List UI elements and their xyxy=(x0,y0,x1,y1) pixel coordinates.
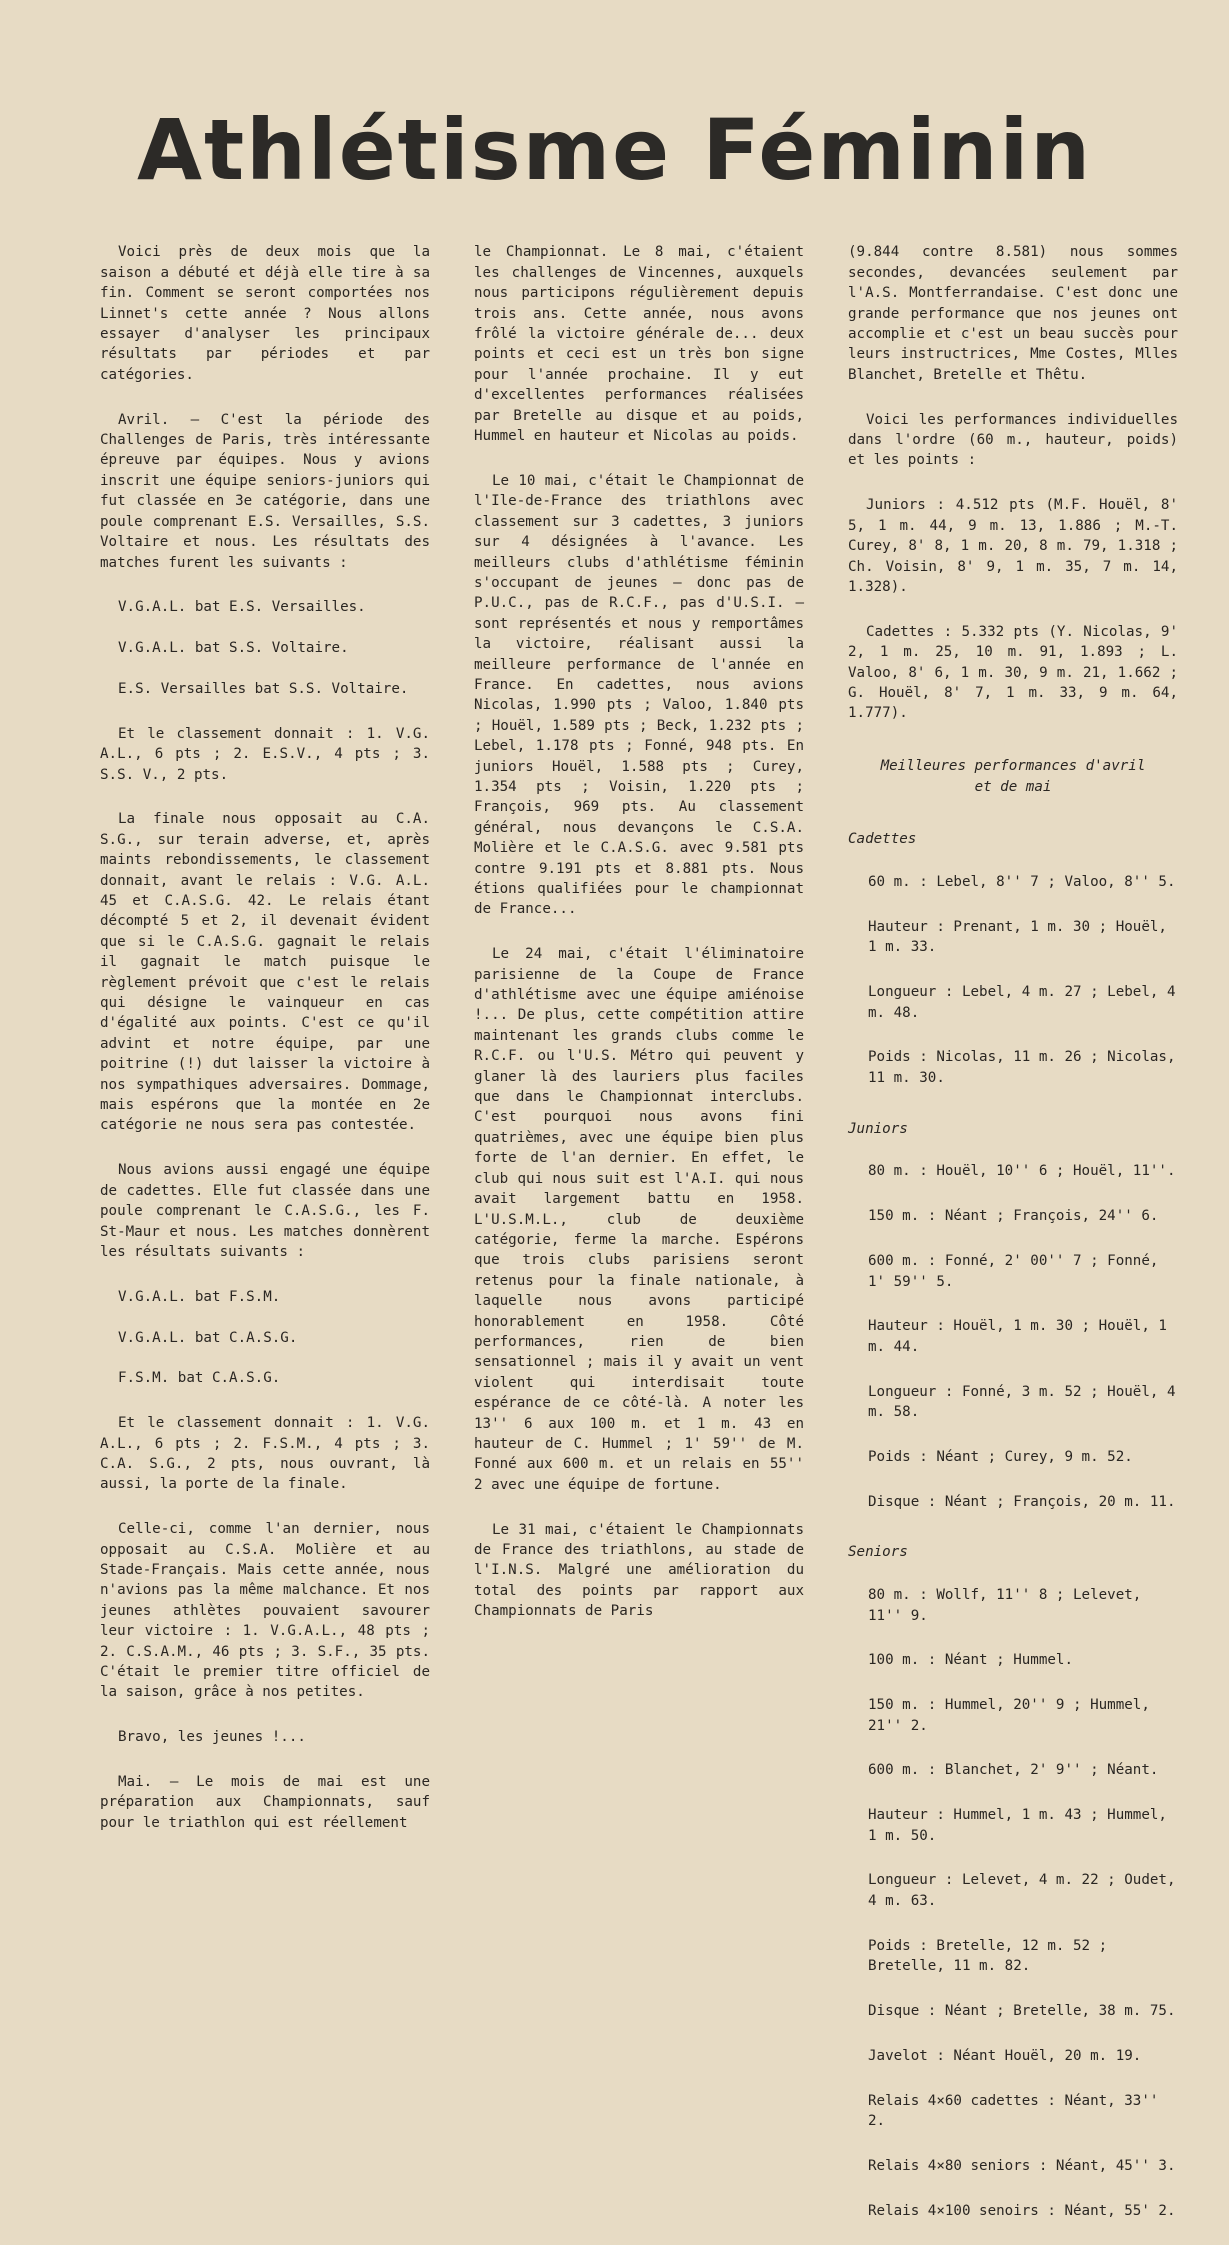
paragraph: Voici près de deux mois que la saison a débuté et déjà elle tire à sa fin. Comment se seront comportées nos Linnet's cette année ? Nous allons essayer d'analyser les principaux résultats par périodes et par catégories. xyxy=(100,244,430,383)
performance-line: Longueur : Lelevet, 4 m. 22 ; Oudet, 4 m. 63. xyxy=(868,1872,1176,1909)
performance-line: Hauteur : Houël, 1 m. 30 ; Houël, 1 m. 44. xyxy=(868,1318,1167,1355)
column-2 xyxy=(474,222,804,1646)
column-3 xyxy=(848,222,1178,2245)
paragraph: Et le classement donnait : 1. V.G. A.L., 6 pts ; 2. F.S.M., 4 pts ; 3. C.A. S.G., 2 pts, nous ouvrant, là aussi, la porte de la finale. xyxy=(100,1415,430,1493)
performance-line: 600 m. : Fonné, 2' 00'' 7 ; Fonné, 1' 59'' 5. xyxy=(868,1253,1159,1290)
paragraph: Nous avions aussi engagé une équipe de cadettes. Elle fut classée dans une poule comprenant le C.A.S.G., les F. St-Maur et nous. Les matches donnèrent les résultats suivants : xyxy=(100,1162,430,1260)
performance-line: Hauteur : Prenant, 1 m. 30 ; Houël, 1 m. 33. xyxy=(868,919,1167,956)
performance-line: Relais 4×100 senoirs : Néant, 55' 2. xyxy=(868,2202,1176,2219)
performance-line: 600 m. : Blanchet, 2' 9'' ; Néant. xyxy=(868,1762,1159,1779)
performance-line: Disque : Néant ; François, 20 m. 11. xyxy=(868,1493,1176,1510)
performance-line: Javelot : Néant Houël, 20 m. 19. xyxy=(868,2047,1142,2064)
paragraph: le Championnat. Le 8 mai, c'étaient les challenges de Vincennes, auxquels nous participons régulièrement depuis trois ans. Cette année, nous avons frôlé la victoire générale de... deux points et ceci est un très bon signe pour l'année prochaine. Il y eut d'excellentes performances réalisées par Bretelle au disque et au poids, Hummel en hauteur et Nicolas au poids. xyxy=(474,244,804,445)
performance-line: Longueur : Fonné, 3 m. 52 ; Houël, 4 m. 58. xyxy=(868,1383,1176,1420)
paragraph: Le 31 mai, c'étaient le Championnats de France des triathlons, au stade de l'I.N.S. Malgré une amélioration du total des points par rapport aux Championnats de Paris xyxy=(474,1521,804,1620)
category-label: Cadettes xyxy=(848,831,917,848)
performance-line: Poids : Nicolas, 11 m. 26 ; Nicolas, 11 m. 30. xyxy=(868,1049,1176,1086)
performance-line: Poids : Bretelle, 12 m. 52 ; Bretelle, 11 m. 82. xyxy=(868,1937,1108,1975)
paragraph: Mai. — Le mois de mai est une préparation aux Championnats, sauf pour le triathlon qui est réellement xyxy=(100,1774,430,1831)
performance-line: Disque : Néant ; Bretelle, 38 m. 75. xyxy=(868,2002,1176,2019)
heading-line: Meilleures performances d'avril xyxy=(880,758,1146,775)
performance-line: 100 m. : Néant ; Hummel. xyxy=(868,1652,1073,1669)
performance-line: Longueur : Lebel, 4 m. 27 ; Lebel, 4 m. 48. xyxy=(868,984,1176,1021)
paragraph: Le 24 mai, c'était l'éliminatoire parisienne de la Coupe de France d'athlétisme avec une équipe amiénoise !... De plus, cette compétition attire maintenant les grands clubs comme le R.C.F. ou l'U.S. Métro qui peuvent y glaner là des lauriers plus faciles que dans le Championnat interclubs. C'est pourquoi nous avons fini quatrièmes, avec une équipe bien plus forte de l'an dernier. En effet, le club qui nous suit est l'A.I. qui nous avait largement battu en 1958. L'U.S.M.L., club de deuxième catégorie, ferme la marche. Espérons que trois clubs parisiens seront retenus pour la finale nationale, à laquelle nous avons participé honorablement en 1958. Côté performances, rien de bien sensationnel ; mais il y avait un vent violent qui interdisait toute espérance de ce côté-là. A noter les 13'' 6 aux 100 m. et 1 m. 43 en hauteur de C. Hummel ; 1' 59'' de M. Fonné aux 600 m. et un relais en 55'' 2 avec une équipe de fortune. xyxy=(474,946,804,1493)
heading-line: et de mai xyxy=(974,778,1052,795)
performance-line: 80 m. : Wollf, 11'' 8 ; Lelevet, 11'' 9. xyxy=(868,1587,1142,1624)
paragraph: (9.844 contre 8.581) nous sommes secondes, devancées seulement par l'A.S. Montferrandaise. C'est donc une grande performance que nos jeunes ont accomplie et c'est un beau succès pour leurs instructrices, Mme Costes, Mlles Blanchet, Bretelle et Thêtu. xyxy=(848,244,1178,383)
performance-line: 150 m. : Hummel, 20'' 9 ; Hummel, 21'' 2. xyxy=(868,1697,1150,1734)
section-heading xyxy=(848,756,1178,797)
paragraph: Et le classement donnait : 1. V.G. A.L., 6 pts ; 2. E.S.V., 4 pts ; 3. S.S. V., 2 pts. xyxy=(100,725,430,783)
performance-line: Relais 4×80 seniors : Néant, 45'' 3. xyxy=(868,2157,1176,2174)
paragraph: Celle-ci, comme l'an dernier, nous opposait au C.S.A. Molière et au Stade-Français. Mais cette année, nous n'avions pas la même malchance. Et nos jeunes athlètes pouvaient savourer leur victoire : 1. V.G.A.L., 48 pts ; 2. C.S.A.M., 46 pts ; 3. S.F., 35 pts. C'était le premier titre officiel de la saison, grâce à nos petites. xyxy=(100,1521,430,1701)
performance-line: 150 m. : Néant ; François, 24'' 6. xyxy=(868,1208,1159,1225)
paragraph: Bravo, les jeunes !... xyxy=(118,1729,306,1746)
result-line: E.S. Versailles bat S.S. Voltaire. xyxy=(118,680,409,697)
paragraph: Avril. — C'est la période des Challenges de Paris, très intéressante épreuve par équipes. Nous y avions inscrit une équipe seniors-juniors qui fut classée en 3e catégorie, dans une poule comprenant E.S. Versailles, S.S. Voltaire et nous. Les résultats des matches furent les suivants : xyxy=(100,411,430,571)
result-line: V.G.A.L. bat E.S. Versailles. xyxy=(118,599,366,616)
category-label: Seniors xyxy=(848,1544,908,1561)
result-line: V.G.A.L. bat C.A.S.G. xyxy=(118,1329,298,1346)
paragraph: Le 10 mai, c'était le Championnat de l'Ile-de-France des triathlons avec classement sur 3 cadettes, 3 juniors sur 4 désignées à l'avance. Les meilleurs clubs d'athlétisme féminin s'occupant de jeunes — donc pas de P.U.C., pas de R.C.F., pas d'U.S.I. — sont représentés et nous y remportâmes la victoire, réalisant aussi la meilleure performance de l'année en France. En cadettes, nous avions Nicolas, 1.990 pts ; Valoo, 1.840 pts ; Houël, 1.589 pts ; Beck, 1.232 pts ; Lebel, 1.178 pts ; Fonné, 948 pts. En juniors Houël, 1.588 pts ; Curey, 1.354 pts ; Voisin, 1.220 pts ; François, 969 pts. Au classement général, nous devançons le C.S.A. Molière et le C.A.S.G. avec 9.581 pts contre 9.191 pts et 8.881 pts. Nous étions qualifiées pour le championnat de France... xyxy=(474,472,804,918)
paragraph: La finale nous opposait au C.A. S.G., sur terain adverse, et, après maints rebondissements, le classement donnait, avant le relais : V.G. A.L. 45 et C.A.S.G. 42. Le relais étant décompté 5 et 2, il devenait évident que si le C.A.S.G. gagnait le relais il gagnait le match puisque le règlement prévoit que c'est le relais qui désigne le vainqueur en cas d'égalité aux points. C'est ce qu'il advint et notre équipe, par une poitrine (!) dut laisser la victoire à nos sympathiques adversaires. Dommage, mais espérons que la montée en 2e catégorie ne nous sera pas contestée. xyxy=(100,811,430,1134)
paragraph: Voici les performances individuelles dans l'ordre (60 m., hauteur, poids) et les points : xyxy=(848,411,1178,469)
performance-line: 80 m. : Houël, 10'' 6 ; Houël, 11''. xyxy=(868,1163,1176,1180)
performance-line: Poids : Néant ; Curey, 9 m. 52. xyxy=(868,1448,1133,1465)
result-line: F.S.M. bat C.A.S.G. xyxy=(118,1370,281,1387)
paragraph: Cadettes : 5.332 pts (Y. Nicolas, 9' 2, 1 m. 25, 10 m. 91, 1.893 ; L. Valoo, 8' 6, 1 m. 30, 9 m. 21, 1.662 ; G. Houël, 8' 7, 1 m. 33, 9 m. 64, 1.777). xyxy=(848,623,1178,722)
result-line: V.G.A.L. bat S.S. Voltaire. xyxy=(118,640,349,657)
column-1 xyxy=(100,222,430,1858)
result-line: V.G.A.L. bat F.S.M. xyxy=(118,1288,281,1305)
category-label: Juniors xyxy=(848,1120,908,1137)
paragraph: Juniors : 4.512 pts (M.F. Houël, 8' 5, 1 m. 44, 9 m. 13, 1.886 ; M.-T. Curey, 8' 8, 1 m. 20, 8 m. 79, 1.318 ; Ch. Voisin, 8' 9, 1 m. 35, 7 m. 14, 1.328). xyxy=(848,497,1178,595)
performance-line: Hauteur : Hummel, 1 m. 43 ; Hummel, 1 m. 50. xyxy=(868,1807,1167,1844)
article-title: Athlétisme Féminin xyxy=(136,101,1093,199)
performance-line: 60 m. : Lebel, 8'' 7 ; Valoo, 8'' 5. xyxy=(868,874,1176,891)
performance-line: Relais 4×60 cadettes : Néant, 33'' 2. xyxy=(868,2092,1159,2129)
